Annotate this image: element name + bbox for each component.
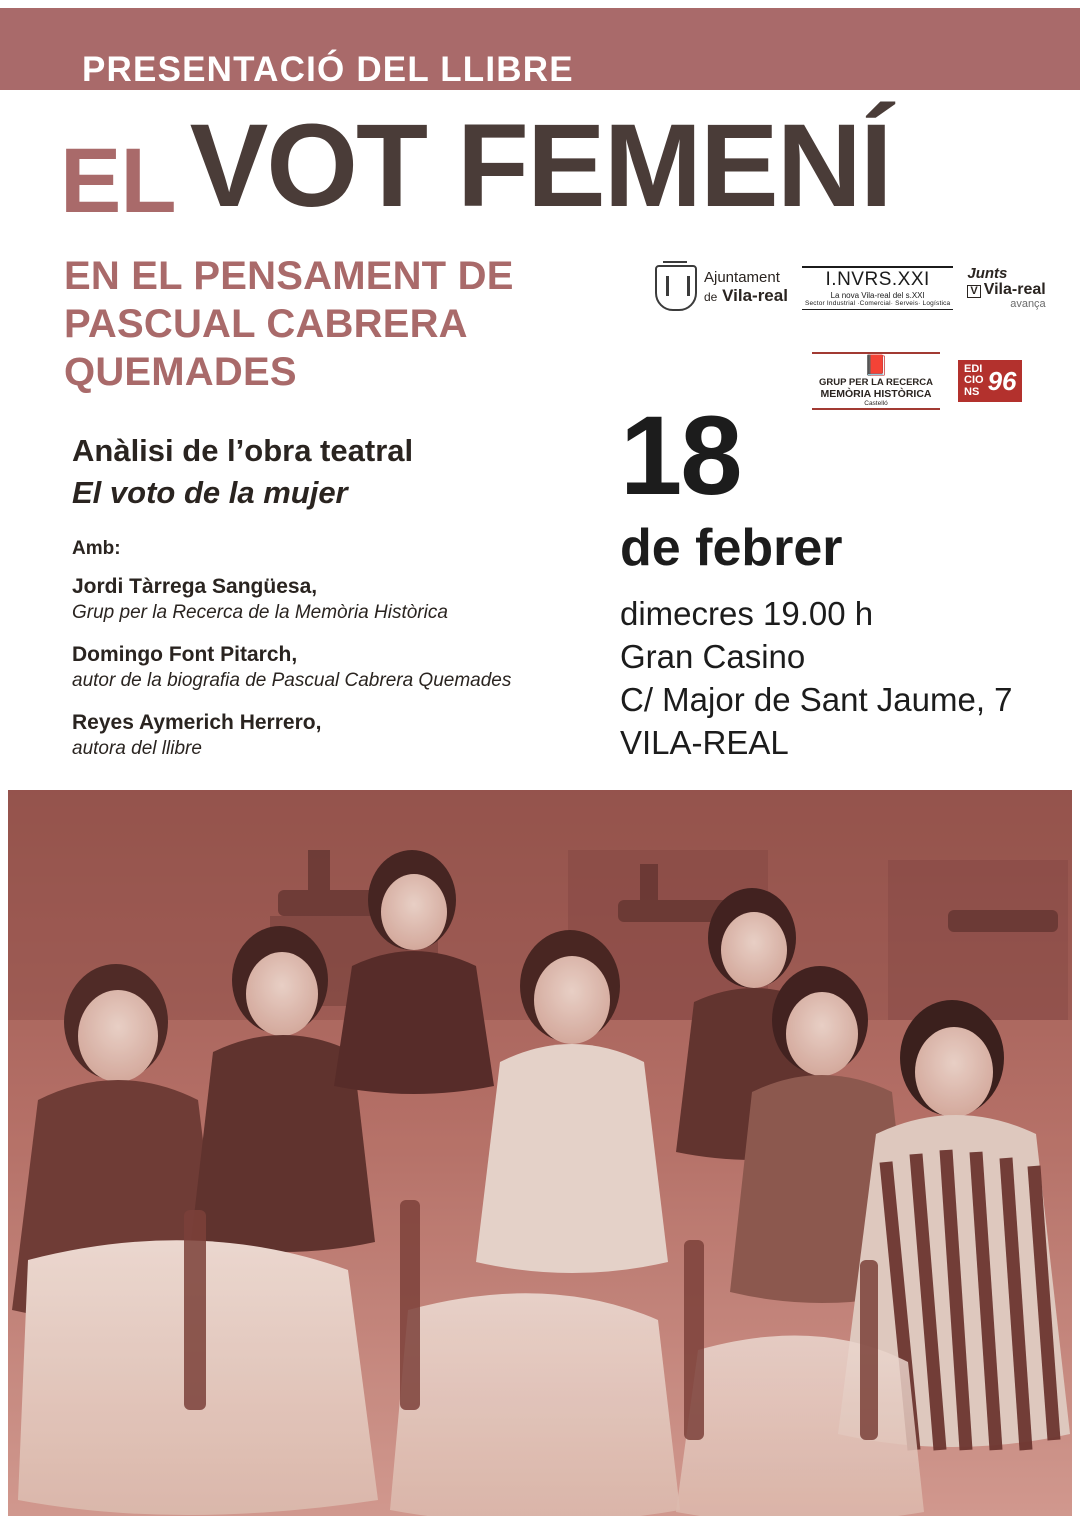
credit-role: autora del llibre [72, 738, 202, 759]
credit-name: Jordi Tàrrega Sangüesa, [72, 575, 318, 598]
event-month: de febrer [620, 519, 843, 577]
ajuntament-de: de [704, 289, 718, 304]
analysis-line-2: El voto de la mujer [72, 475, 348, 510]
title-main: VOT FEMENÍ [189, 100, 891, 232]
logo-edicions-96 [958, 360, 1022, 403]
ajuntament-line-2 [704, 287, 788, 306]
credit-entry [72, 574, 632, 626]
banner-label: PRESENTACIÓ DEL LLIBRE [82, 50, 574, 89]
analysis-block [72, 430, 632, 514]
event-details [620, 592, 1060, 764]
junts-line-3: avança [1010, 297, 1046, 310]
junts-line-2: V Vila-real [967, 282, 1045, 299]
junts-mark-icon: V [967, 285, 980, 299]
analysis-line-1: Anàlisi de l’obra teatral [72, 433, 414, 468]
edicions-number: 96 [987, 365, 1017, 396]
credit-entry [72, 710, 632, 762]
edicions-line-3: NS [964, 385, 980, 398]
open-book-icon: 📕 [863, 355, 889, 377]
event-venue: Gran Casino [620, 638, 806, 675]
logo-row-top [655, 265, 1046, 311]
ajuntament-line-1: Ajuntament [704, 269, 780, 287]
ajuntament-city: Vila-real [722, 285, 788, 305]
credit-name: Domingo Font Pitarch, [72, 643, 298, 666]
logo-ajuntament-vila-real [655, 265, 788, 311]
coat-of-arms-icon [655, 265, 697, 311]
universitat-line-3: Sector Industrial ·Comercial· Serveis· Logística [804, 300, 951, 308]
page-title [60, 98, 1060, 232]
logo-grup-recerca [812, 352, 940, 410]
event-city: VILA-REAL [620, 724, 789, 761]
credit-entry [72, 642, 632, 694]
top-banner [0, 8, 1080, 90]
logo-universitat-xxi [802, 266, 953, 310]
event-weekday-time: dimecres 19.00 h [620, 595, 874, 632]
historic-photo [8, 790, 1072, 1516]
logo-junts-vila-real [967, 266, 1045, 310]
grup-line-1: GRUP PER LA RECERCA [818, 377, 933, 388]
grup-line-3: Castelló [864, 400, 888, 407]
credit-role: Grup per la Recerca de la Memòria Històrica [72, 602, 448, 623]
universitat-line-2: La nova Vila-real del s.XXI [830, 291, 925, 301]
grup-line-2: MEMÒRIA HISTÒRICA [820, 388, 932, 400]
edicions-line-1: EDI [964, 362, 983, 375]
photo-illustration [8, 790, 1072, 1516]
edicions-line-2: CIO [964, 374, 984, 387]
logo-row-bottom [812, 352, 1022, 410]
credits-with-label: Amb: [72, 538, 121, 559]
credits-block [72, 538, 632, 778]
junts-line-1: Junts [967, 264, 1008, 282]
event-address: C/ Major de Sant Jaume, 7 [620, 681, 1013, 718]
event-day: 18 [620, 393, 741, 518]
universitat-line-1: I.NVRS.XXI [825, 269, 930, 291]
credit-name: Reyes Aymerich Herrero, [72, 711, 322, 734]
credit-role: autor de la biografia de Pascual Cabrera Quemades [72, 670, 512, 691]
subtitle: EN EL PENSAMENT DE PASCUAL CABRERA QUEMADES [64, 254, 514, 394]
title-prefix: EL [60, 130, 176, 232]
